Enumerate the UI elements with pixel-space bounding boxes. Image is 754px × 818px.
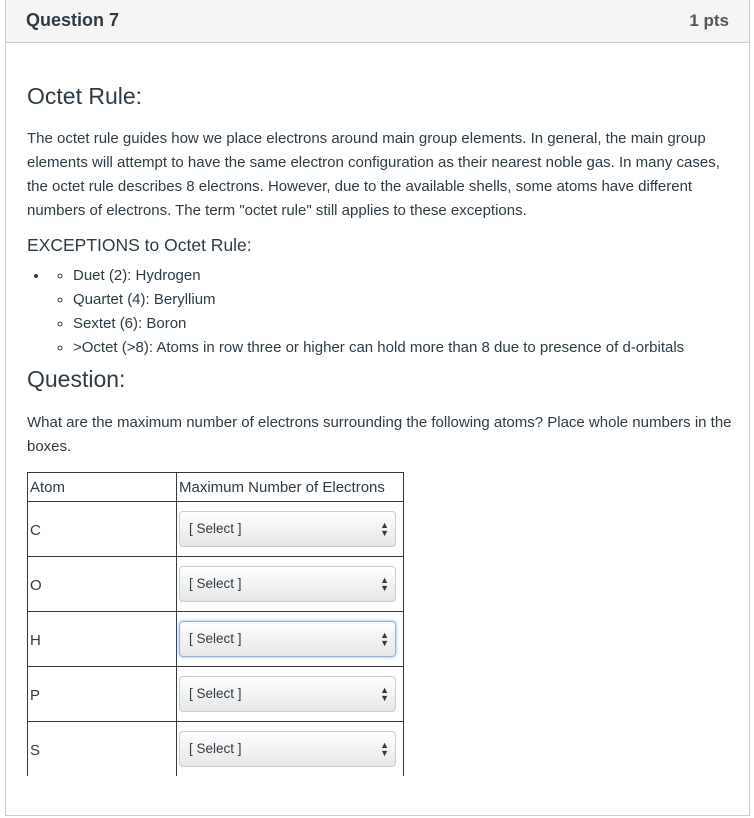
- exceptions-sublist: [49, 264, 732, 360]
- select-value: [ Select ]: [189, 576, 242, 591]
- exception-expanded-octet: ◦ >Octet (>8): Atoms in row three or higher can hold more than 8 due to presence of d-orbitals: [73, 336, 732, 360]
- question-content: [27, 83, 732, 776]
- atom-cell: S: [28, 722, 177, 777]
- exception-sextet: ◦ Sextet (6): Boron: [73, 312, 732, 336]
- exception-quartet: ◦ Quartet (4): Beryllium: [73, 288, 732, 312]
- select-cell: [177, 557, 404, 612]
- octet-rule-heading: Octet Rule:: [27, 83, 143, 109]
- electron-count-select-s[interactable]: [179, 731, 396, 767]
- table-row: [28, 502, 404, 557]
- select-cell: [177, 667, 404, 722]
- atom-cell: H: [28, 612, 177, 667]
- select-cell: [177, 502, 404, 557]
- select-arrows-icon: ▲ ▼: [380, 740, 389, 758]
- table-row: [28, 722, 404, 777]
- table-row: [28, 557, 404, 612]
- select-cell: [177, 722, 404, 777]
- exception-duet: ◦ • Duet (2): Hydrogen: [73, 264, 732, 288]
- select-value: [ Select ]: [189, 741, 242, 756]
- question-header: [6, 0, 749, 43]
- electron-count-select-c[interactable]: [179, 511, 396, 547]
- select-arrows-icon: ▲ ▼: [380, 575, 389, 593]
- question-heading: Question:: [27, 366, 126, 392]
- select-arrows-icon: ▲ ▼: [380, 520, 389, 538]
- table-header-row: [28, 473, 404, 502]
- select-arrows-icon: ▲ ▼: [380, 630, 389, 648]
- select-value: [ Select ]: [189, 631, 242, 646]
- select-value: [ Select ]: [189, 521, 242, 536]
- question-points: 1 pts: [689, 11, 729, 30]
- header-atom: Atom: [28, 473, 177, 502]
- question-card: [5, 0, 750, 816]
- question-title: Question 7: [26, 10, 120, 30]
- answer-table: [27, 472, 404, 776]
- table-row: [28, 612, 404, 667]
- exceptions-list-item: [49, 264, 732, 360]
- select-arrows-icon: ▲ ▼: [380, 685, 389, 703]
- atom-cell: O: [28, 557, 177, 612]
- select-cell: [177, 612, 404, 667]
- atom-cell: C: [28, 502, 177, 557]
- exceptions-list: [27, 264, 732, 360]
- electron-count-select-p[interactable]: [179, 676, 396, 712]
- select-value: [ Select ]: [189, 686, 242, 701]
- table-row: [28, 667, 404, 722]
- electron-count-select-o[interactable]: [179, 566, 396, 602]
- header-max-electrons: Maximum Number of Electrons: [177, 473, 404, 502]
- question-text: What are the maximum number of electrons surrounding the following atoms? Place whole numbers in the boxes.: [27, 414, 732, 455]
- atom-cell: P: [28, 667, 177, 722]
- exceptions-heading: EXCEPTIONS to Octet Rule:: [27, 235, 252, 255]
- octet-rule-paragraph: The octet rule guides how we place electrons around main group elements. In general, the main group elements will attempt to have the same electron configuration as their nearest noble gas. In many cases, the octet rule describes 8 electrons. However, due to the available shells, some atoms have different numbers of electrons. The term "octet rule" still applies to these exceptions.: [27, 130, 720, 219]
- electron-count-select-h[interactable]: [179, 621, 396, 657]
